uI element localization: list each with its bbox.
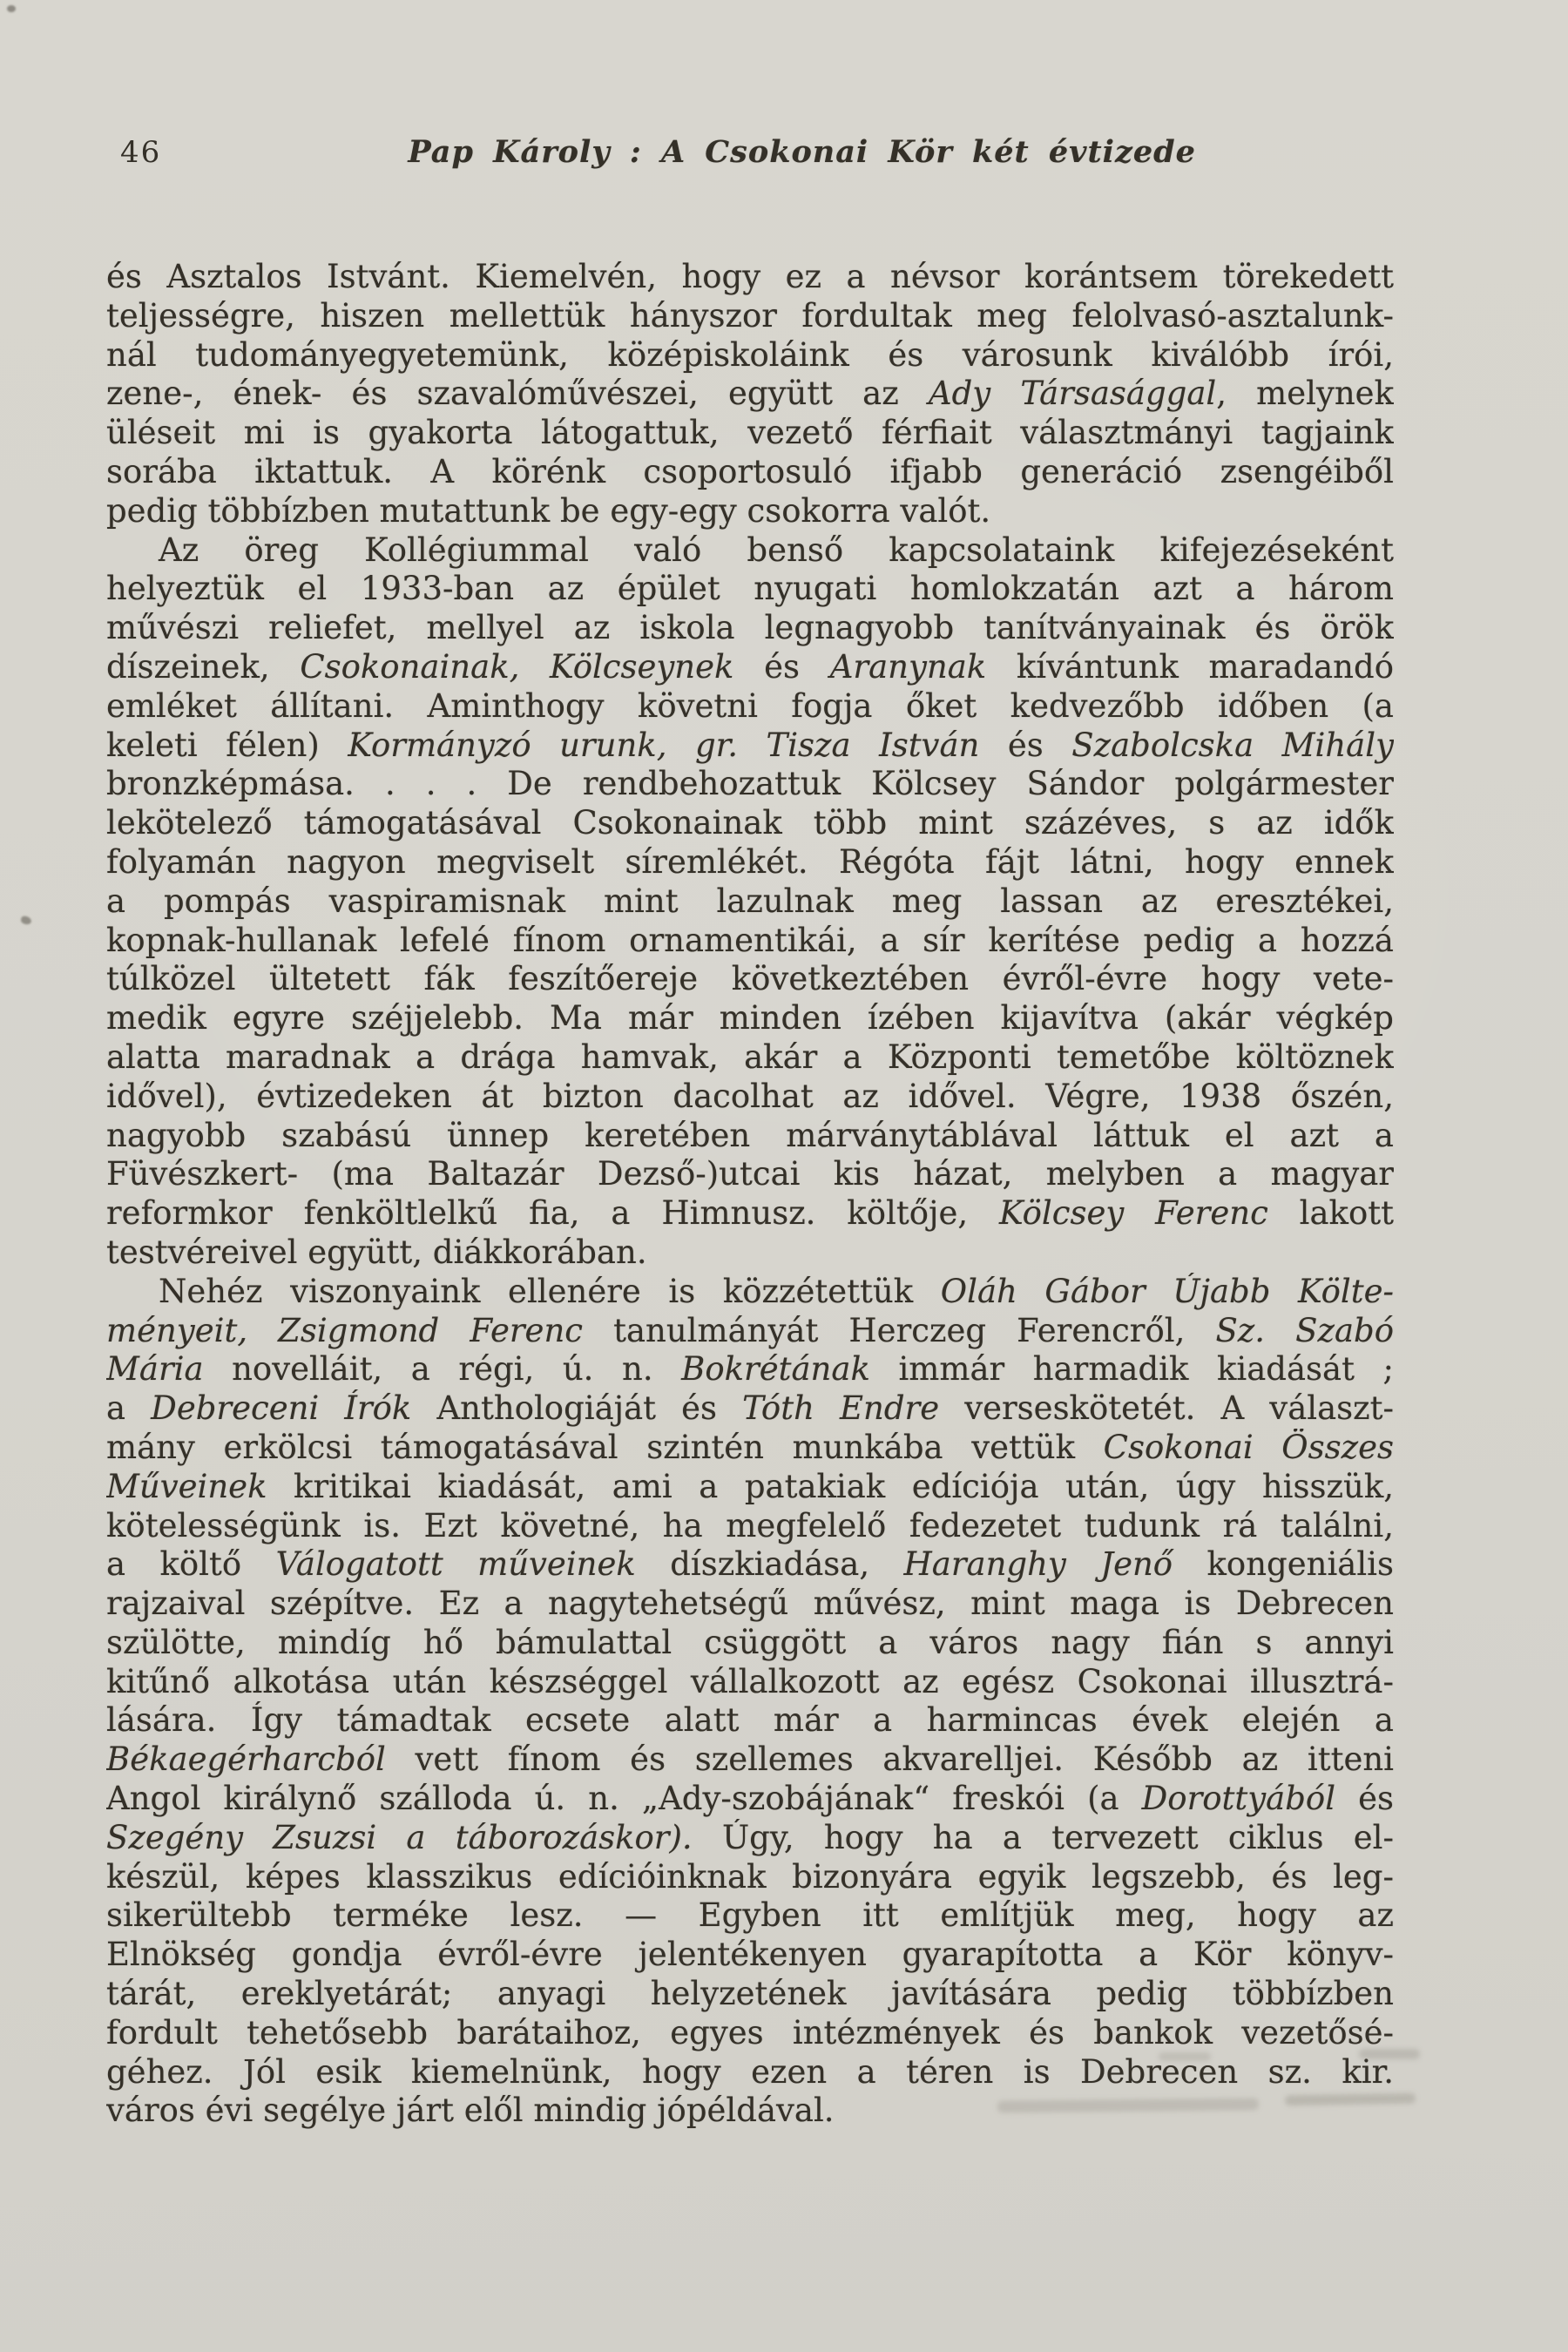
text-line: tárát, ereklyetárát; anyagi helyzetének javítására pedig többízben <box>106 1975 1394 2013</box>
text-line: a költő Válogatott műveinek díszkiadása, Haranghy Jenő kongeniális <box>106 1545 1394 1584</box>
text-line: szülötte, mindíg hő bámulattal csüggött a város nagy fián s annyi <box>106 1623 1394 1661</box>
text-line: Mária novelláit, a régi, ú. n. Bokrétának immár harmadik kiadását ; <box>106 1350 1394 1389</box>
text-line: város évi segélye járt elől mindig jópéldával. <box>106 2092 835 2130</box>
text-line: emléket állítani. Aminthogy követni fogja őket kedvezőbb időben (a <box>106 686 1394 725</box>
text-line: mány erkölcsi támogatásával szintén munkába vettük Csokonai Összes <box>106 1428 1394 1466</box>
text-line: bronzképmása. . . . De rendbehozattuk Kölcsey Sándor polgármester <box>106 765 1394 803</box>
text-line: a Debreceni Írók Anthologiáját és Tóth Endre verseskötetét. A választ- <box>106 1389 1394 1428</box>
page-number: 46 <box>120 135 162 170</box>
scan-ghost-smudge <box>1159 2052 1211 2061</box>
text-line: ményeit, Zsigmond Ferenc tanulmányát Herczeg Ferencről, Sz. Szabó <box>106 1311 1394 1349</box>
text-line: túlközel ültetett fák feszítőereje következtében évről-évre hogy vete- <box>106 960 1394 998</box>
text-line: zene-, ének- és szavalóművészei, együtt az Ady Társasággal, melynek <box>106 375 1394 413</box>
text-line: díszeinek, Csokonainak, Kölcseynek és Aranynak kívántunk maradandó <box>106 647 1394 686</box>
text-line: és Asztalos Istvánt. Kiemelvén, hogy ez a névsor korántsem törekedett <box>106 258 1394 295</box>
text-line: lására. Így támadtak ecsete alatt már a harmincas évek elején a <box>106 1701 1394 1740</box>
text-line: pedig többízben mutattunk be egy-egy csokorra valót. <box>106 491 991 530</box>
text-line: alatta maradnak a drága hamvak, akár a Központi temetőbe költöznek <box>106 1037 1394 1076</box>
text-line: Békaegérharcból vett fínom és szellemes akvarelljei. Később az itteni <box>106 1740 1394 1779</box>
text-line: kopnak-hullanak lefelé fínom ornamentikái, a sír kerítése pedig a hozzá <box>106 921 1394 959</box>
scan-speck-artifact <box>20 916 32 925</box>
text-line: géhez. Jól esik kiemelnünk, hogy ezen a téren is Debrecen sz. kir. <box>106 2052 1394 2091</box>
text-line: helyeztük el 1933-ban az épület nyugati homlokzatán azt a három <box>106 570 1394 608</box>
text-line: idővel), évtizedeken át bizton dacolhat az idővel. Végre, 1938 őszén, <box>106 1077 1394 1115</box>
text-line: üléseit mi is gyakorta látogattuk, vezető férfiait választmányi tagjaink <box>106 414 1394 452</box>
body-text <box>106 258 1394 2131</box>
text-line: testvéreivel együtt, diákkorában. <box>106 1233 647 1271</box>
text-line: teljességre, hiszen mellettük hányszor fordultak meg felolvasó-asztalunk- <box>106 296 1394 335</box>
text-line: reformkor fenköltlelkű fia, a Himnusz. költője, Kölcsey Ferenc lakott <box>106 1194 1394 1233</box>
text-line: sikerültebb terméke lesz. — Egyben itt említjük meg, hogy az <box>106 1896 1394 1935</box>
text-line: a pompás vaspiramisnak mint lazulnak meg lassan az eresztékei, <box>106 882 1394 920</box>
scan-speck-artifact <box>7 5 16 12</box>
text-line: medik egyre széjjelebb. Ma már minden ízében kijavítva (akár végkép <box>106 999 1394 1037</box>
text-line: Nehéz viszonyaink ellenére is közzétettük Oláh Gábor Újabb Költe- <box>159 1272 1394 1310</box>
running-header <box>106 134 1394 170</box>
scan-ghost-smudge <box>1359 2049 1420 2059</box>
text-line: Műveinek kritikai kiadását, ami a patakiak edíciója után, úgy hisszük, <box>106 1467 1394 1505</box>
text-line: Szegény Zsuzsi a táborozáskor). Úgy, hogy ha a tervezett ciklus el- <box>106 1818 1394 1856</box>
text-line: lekötelező támogatásával Csokonainak több mint százéves, s az idők <box>106 804 1394 842</box>
text-line: Füvészkert- (ma Baltazár Dezső-)utcai kis házat, melyben a magyar <box>106 1155 1394 1193</box>
text-line: készül, képes klasszikus edícióinknak bizonyára egyik legszebb, és leg- <box>106 1857 1394 1896</box>
text-line: nál tudományegyetemünk, középiskoláink és városunk kiválóbb írói, <box>106 335 1394 374</box>
text-line: Elnökség gondja évről-évre jelentékenyen gyarapította a Kör könyv- <box>106 1936 1394 1974</box>
text-line: Az öreg Kollégiummal való benső kapcsolataink kifejezéseként <box>159 531 1394 569</box>
running-title: Pap Károly : A Csokonai Kör két évtizede <box>408 134 1196 170</box>
scan-ghost-smudge <box>1285 2093 1416 2106</box>
text-line: folyamán nagyon megviselt síremlékét. Régóta fájt látni, hogy ennek <box>106 842 1394 881</box>
text-line: sorába iktattuk. A körénk csoportosuló ifjabb generáció zsengéiből <box>106 452 1394 490</box>
text-line: kitűnő alkotása után készséggel vállalkozott az egész Csokonai illusztrá- <box>106 1662 1394 1700</box>
text-line: kötelességünk is. Ezt követné, ha megfelelő fedezetet tudunk rá találni, <box>106 1506 1394 1544</box>
text-line: nagyobb szabású ünnep keretében márványtáblával láttuk el azt a <box>106 1116 1394 1154</box>
text-line: Angol királynő szálloda ú. n. „Ady-szobájának“ freskói (a Dorottyából és <box>106 1780 1394 1818</box>
text-line: rajzaival szépítve. Ez a nagytehetségű művész, mint maga is Debrecen <box>106 1585 1394 1623</box>
text-line: fordult tehetősebb barátaihoz, egyes intézmények és bankok vezetősé- <box>106 2013 1394 2051</box>
text-line: keleti félen) Kormányzó urunk, gr. Tisza István és Szabolcska Mihály <box>106 726 1394 764</box>
text-line: művészi reliefet, mellyel az iskola legnagyobb tanítványainak és örök <box>106 609 1394 647</box>
